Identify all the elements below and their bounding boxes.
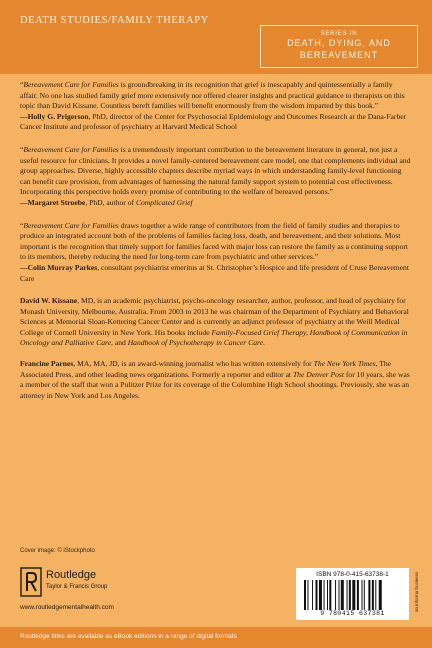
barcode-icon bbox=[304, 580, 401, 610]
blurb-book-title: Bereavement Care for Families bbox=[23, 220, 119, 230]
blurb-attribution bbox=[20, 112, 406, 132]
bio-text: . bbox=[263, 338, 265, 348]
isbn-label: ISBN 978-0-415-63738-1 bbox=[316, 571, 389, 578]
bio-text: and bbox=[112, 338, 128, 348]
series-box bbox=[260, 25, 418, 68]
blurb-text: is groundbreaking in its recognition that grief is inescapably and quintessentially a family affair. No one has studied family grief more extensively nor offered clearer insights and practical guidance to therapists on this topic than David Kissane. Countless bereft families will benefit enormously from the wisdom imparted by this book.” bbox=[20, 80, 405, 111]
series-title-line-2: BEREAVEMENT bbox=[299, 50, 379, 60]
bio-parnes bbox=[20, 359, 412, 401]
blurb-author-role: , PhD, author of bbox=[85, 197, 136, 207]
publisher-name: Routledge bbox=[46, 569, 97, 581]
quote-open: “ bbox=[20, 144, 24, 154]
cover-image-credit: Cover image: © iStockphoto bbox=[20, 548, 95, 554]
publisher-block bbox=[20, 567, 190, 617]
bio-name: David W. Kissane bbox=[20, 296, 78, 306]
blurb-prigerson bbox=[20, 80, 412, 133]
bio-books: Handbook of Psychotherapy in Cancer Care bbox=[127, 338, 264, 348]
publisher-url: www.routledgementalhealth.com bbox=[20, 604, 114, 611]
bio-publication: The New York Times bbox=[313, 359, 376, 369]
quote-open: “ bbox=[20, 220, 24, 230]
bio-name: Francine Parnes bbox=[20, 359, 74, 369]
bio-text: , MD, is an academic psychiatrist, psycho-oncology researcher, author, professor, and head of psychiatry for Monash University, Melbourne, Australia. From 2003 to 2013 he was chairman of the Department of Psychiatry and Behavioral Sciences at Memorial Sloan-Kettering Cancer Center and is currently an adjunct professor of psychiatry at the Weill Medical College of Cornell University in New York. His books include bbox=[20, 296, 409, 337]
blurb-text: is a tremendously important contribution to the bereavement literature in general, not just a useful resource for clinicians. It provides a novel family-centered bereavement care model, one that complements individual and group approaches. Diverse, highly accessible chapters describe myriad ways in which understanding family-level functioning can benefit care provision, from advantages of harnessing the natural family support system to potential cost effectiveness. Incorporating this perspective holds every promise of contributing to the welfare of bereaved persons.” bbox=[20, 144, 411, 197]
blurb-attribution bbox=[20, 198, 193, 207]
blurb-parkes bbox=[20, 221, 412, 285]
back-cover-content bbox=[20, 80, 412, 411]
bio-text: , MA, MA, JD, is an award-winning journalist who has written extensively for bbox=[73, 359, 314, 369]
bio-text: for 10 years, she was a member of the staff that won a Pulitzer Prize for its coverage of the Columbine High School shootings. Previously, she was an attorney in New York and Los Angeles. bbox=[20, 369, 410, 400]
blurb-author: —Colin Murray Parkes bbox=[20, 262, 98, 272]
publisher-group: Taylor & Francis Group bbox=[46, 584, 108, 590]
quote-open: “ bbox=[20, 80, 24, 89]
blurb-author: —Holly G. Prigerson bbox=[20, 111, 89, 121]
informa-side-text: an informa business bbox=[414, 571, 419, 612]
blurb-stroebe bbox=[20, 145, 412, 209]
series-title-line-1: DEATH, DYING, AND bbox=[287, 38, 391, 48]
subject-category: DEATH STUDIES/FAMILY THERAPY bbox=[20, 15, 209, 26]
ebook-note: Routledge titles are available as eBook editions in a range of digital formats bbox=[20, 633, 237, 640]
routledge-logo-icon bbox=[20, 567, 42, 597]
bio-kissane bbox=[20, 296, 412, 349]
barcode-number: 9 780415 637381 bbox=[320, 610, 385, 617]
series-label-small: SERIES IN bbox=[320, 31, 358, 37]
blurb-author: —Margaret Stroebe bbox=[20, 197, 86, 207]
bio-publication: The Denver Post bbox=[292, 369, 344, 379]
blurb-text: draws together a wide range of contributors from the field of family studies and therapies to produce an integrated account both of the problems of families facing loss, death, and bereavement, and their solutions. Most important is the recognition that timely support for families faced with major loss can restore the family as a continuing support to its members, thereby reducing the need for long-term care from psychiatric and other services.” bbox=[20, 220, 409, 262]
blurb-author-role: , PhD, director of the Center for Psychosocial Epidemiology and Outcomes Research at the Dana-Farber Cancer Institute and professor of psychiatry at Harvard Medical School bbox=[20, 111, 407, 132]
bio-books: Family-Focused Grief Therapy, Handbook of Communication in Oncology and Palliative Care, bbox=[20, 327, 408, 348]
blurb-author-book: Complicated Grief bbox=[135, 197, 193, 207]
bio-text: , The Associated Press, and other leading news organizations. Formerly a reporter and editor at bbox=[20, 359, 392, 379]
blurb-book-title: Bereavement Care for Families bbox=[23, 80, 119, 89]
blurb-attribution bbox=[20, 263, 409, 283]
blurb-author-role: , consultant psychiatrist emeritus at St. Christopher’s Hospice and life president of Cruse Bereavement Care bbox=[20, 262, 409, 283]
blurb-book-title: Bereavement Care for Families bbox=[23, 144, 119, 154]
barcode-box bbox=[296, 568, 409, 620]
